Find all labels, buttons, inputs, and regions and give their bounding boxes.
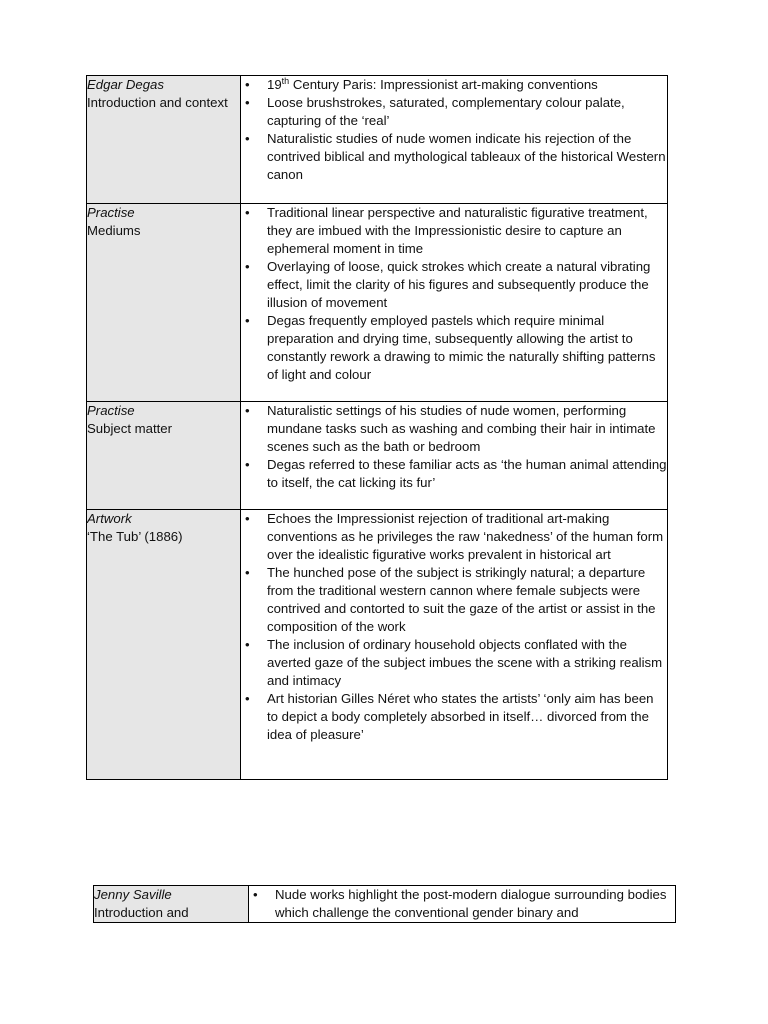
row-content-cell: [241, 510, 668, 780]
row-label-title: Artwork: [87, 511, 132, 526]
row-label-subtitle: ‘The Tub’ (1886): [87, 529, 183, 544]
row-label-cell: [94, 886, 249, 923]
table-row: [94, 886, 676, 923]
list-item: • Naturalistic studies of nude women indicate his rejection of the contrived biblical and mythological tableaux of the historical Western canon: [241, 130, 667, 184]
row-content-cell: [249, 886, 676, 923]
list-item: • The inclusion of ordinary household objects conflated with the averted gaze of the subject imbues the scene with a striking realism and intimacy: [241, 636, 667, 690]
list-item: • Traditional linear perspective and naturalistic figurative treatment, they are imbued with the Impressionistic desire to capture an ephemeral moment in time: [241, 204, 667, 258]
table-row: [87, 402, 668, 510]
table-row: [87, 76, 668, 204]
bullet-list: [241, 76, 667, 184]
bullet-list: [241, 510, 667, 744]
list-item: • Echoes the Impressionist rejection of traditional art-making conventions as he privileges the raw ‘nakedness’ of the human form over the idealistic figurative works prevalent in historical art: [241, 510, 667, 564]
list-item: • Overlaying of loose, quick strokes which create a natural vibrating effect, limit the clarity of his figures and subsequently produce the illusion of movement: [241, 258, 667, 312]
row-label-cell: [87, 76, 241, 204]
bullet-list: [249, 886, 675, 922]
row-label-subtitle: Introduction and: [94, 905, 189, 920]
row-label-cell: [87, 510, 241, 780]
row-label-subtitle: Mediums: [87, 223, 141, 238]
list-item: • Degas referred to these familiar acts as ‘the human animal attending to itself, the cat licking its fur’: [241, 456, 667, 492]
row-label-subtitle: Introduction and context: [87, 95, 228, 110]
row-content-cell: [241, 76, 668, 204]
row-content-cell: [241, 402, 668, 510]
list-item: • Naturalistic settings of his studies of nude women, performing mundane tasks such as washing and combing their hair in intimate scenes such as the bath or bedroom: [241, 402, 667, 456]
row-label-cell: [87, 402, 241, 510]
list-item: • Degas frequently employed pastels which require minimal preparation and drying time, subsequently allowing the artist to constantly rework a drawing to mimic the naturally shifting patterns of light and colour: [241, 312, 667, 384]
table-row: [87, 510, 668, 780]
row-content-cell: [241, 204, 668, 402]
list-item: • Loose brushstrokes, saturated, complementary colour palate, capturing of the ‘real’: [241, 94, 667, 130]
table-row: [87, 204, 668, 402]
list-item: • Art historian Gilles Néret who states the artists’ ‘only aim has been to depict a body completely absorbed in itself… divorced from the idea of pleasure’: [241, 690, 667, 744]
saville-notes-table: [93, 885, 676, 923]
row-label-title: Jenny Saville: [94, 887, 172, 902]
row-label-title: Practise: [87, 403, 135, 418]
row-label-title: Practise: [87, 205, 135, 220]
list-item: • Nude works highlight the post-modern dialogue surrounding bodies which challenge the conventional gender binary and: [249, 886, 675, 922]
bullet-list: [241, 402, 667, 492]
row-label-title: Edgar Degas: [87, 77, 164, 92]
bullet-list: [241, 204, 667, 384]
row-label-cell: [87, 204, 241, 402]
list-item: • The hunched pose of the subject is strikingly natural; a departure from the traditional western cannon where female subjects were contrived and contorted to suit the gaze of the artist or assist in the composition of the work: [241, 564, 667, 636]
row-label-subtitle: Subject matter: [87, 421, 173, 436]
list-item: • 19th Century Paris: Impressionist art-making conventions: [241, 76, 667, 94]
degas-notes-table: [86, 75, 668, 780]
